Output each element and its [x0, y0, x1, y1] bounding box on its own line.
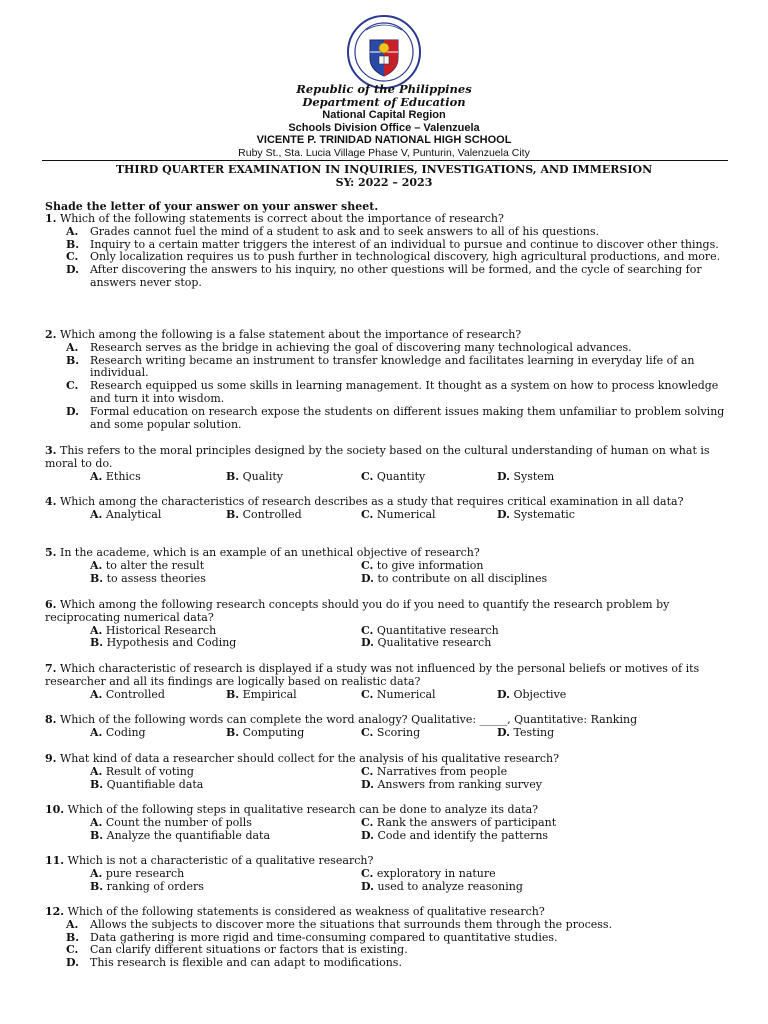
option-a: A. Ethics [90, 469, 141, 483]
option-c: C. to give information [361, 558, 484, 572]
option-d: D. After discovering the answers to his inquiry, no other questions will be formed, and the cycle of searching for answers never stop. [66, 263, 702, 289]
option-a: A. Coding [90, 725, 146, 739]
option-c: C. Research equipped us some skills in learning management. It thought as a system on how to process knowledge and turn it into wisdom. [66, 379, 719, 405]
option-d: D. System [497, 469, 555, 483]
option-c: C. Numerical [361, 687, 436, 701]
question-9: 9. What kind of data a researcher should collect for the analysis of his qualitative research? A. Result of voting C. Narratives from people B. Quantifiable data D. Answers from ranking survey [45, 752, 559, 791]
question-stem: Which of the following statements is correct about the importance of research? [59, 212, 504, 225]
deped-seal-icon [346, 14, 422, 90]
option-b: B. Research writing became an instrument to transfer knowledge and facilitates learning in everyday life of an individual. [66, 353, 695, 380]
option-d: D. used to analyze reasoning [361, 879, 523, 893]
option-a: A. Result of voting [90, 764, 194, 778]
question-8: 8. Which of the following words can complete the word analogy? Qualitative: _____, Quantitative: Ranking A. Coding B. Computing C. Scoring D. Testing [45, 713, 638, 739]
option-d: D. Objective [497, 687, 567, 701]
option-a: A. Controlled [90, 687, 165, 701]
option-d: D. to contribute on all disciplines [361, 571, 548, 585]
option-c: C. Can clarify different situations or factors that is existing. [66, 943, 408, 957]
option-b: B. to assess theories [90, 571, 206, 585]
question-12: 12. Which of the following statements is considered as weakness of qualitative research? A. Allows the subjects to discover more the situations that surrounds them through the process. B. Data gathering is more rigid and time-consuming compared to quantitative studies. C. Can clarify different situations or factors that is existing. D. This research is flexible and can adapt to modifications. [45, 906, 725, 970]
option-d: D. Formal education on research expose the students on different issues making them unfamiliar to problem solving and some popular solution. [66, 404, 725, 431]
question-4: 4. Which among the characteristics of research describes as a study that requires critical examination in all data? A. Analytical B. Controlled C. Numerical D. Systematic [45, 495, 684, 521]
option-a: A. Count the number of polls [90, 815, 252, 829]
option-d: D. Answers from ranking survey [361, 777, 542, 791]
option-c: C. Quantity [361, 469, 426, 483]
question-2: 2. Which among the following is a false statement about the importance of research? A. Research serves as the bridge in achieving the goal of discovering many technological advances. B. Research writing became an instrument to transfer knowledge and facilitates learning in everyday life of an individual. C. Research equipped us some skills in learning management. It thought as a system on how to process knowledge and turn it into wisdom. D. Formal education on research expose the students on different issues making them unfamiliar to problem solving and some popular solution. [45, 328, 725, 431]
option-d: D. Code and identify the patterns [361, 828, 549, 842]
option-b: B. Computing [226, 725, 305, 739]
question-3: 3. This refers to the moral principles designed by the society based on the cultural understanding of human on what is moral to do. A. Ethics B. Quality C. Quantity D. System [45, 444, 710, 483]
option-b: B. Analyze the quantifiable data [90, 828, 271, 842]
question-5: 5. In the academe, which is an example of an unethical objective of research? A. to alter the result C. to give information B. to assess theories D. to contribute on all disciplines [45, 546, 548, 585]
option-d: D. Qualitative research [361, 636, 492, 650]
option-a: A. to alter the result [90, 558, 205, 572]
option-a: A. Historical Research [90, 623, 217, 637]
option-c: C. Scoring [361, 725, 421, 739]
option-a: A. Research serves as the bridge in achieving the goal of discovering many technological advances. [66, 340, 632, 354]
question-stem: Which of the following statements is considered as weakness of qualitative research? [67, 905, 545, 918]
school-address: Ruby St., Sta. Lucia Village Phase V, Punturin, Valenzuela City [238, 147, 530, 159]
option-c: C. exploratory in nature [361, 866, 496, 880]
option-c: C. Quantitative research [361, 623, 499, 637]
option-d: D. Testing [497, 725, 555, 739]
question-stem: Which of the following steps in qualitative research can be done to analyze its data? [67, 803, 539, 816]
option-d: D. Systematic [497, 507, 575, 521]
option-b: B. Empirical [226, 687, 297, 701]
region-line: National Capital Region [322, 109, 446, 121]
option-c: C. Only localization requires us to push further in technological discovery, high agricultural productions, and more. [66, 250, 721, 264]
question-1 [45, 213, 725, 290]
republic-line: Republic of the Philippines [296, 82, 472, 96]
option-a: A. pure research [90, 866, 185, 880]
question-10: 10. Which of the following steps in qualitative research can be done to analyze its data? A. Count the number of polls C. Rank the answers of participant B. Analyze the quantifiable data D. Code and identify the patterns [45, 803, 557, 842]
option-a: A. Analytical [90, 507, 162, 521]
question-stem: Which among the characteristics of research describes as a study that requires critical examination in all data? [59, 495, 684, 508]
question-11: 11. Which is not a characteristic of a qualitative research? A. pure research C. exploratory in nature B. ranking of orders D. used to analyze reasoning [45, 854, 523, 893]
option-b: B. Hypothesis and Coding [90, 636, 237, 650]
question-6: 6. Which among the following research concepts should you do if you need to quantify the research problem by reciprocating numerical data? A. Historical Research C. Quantitative research B. Hypothesis and Coding D. Qualitative research [45, 598, 670, 650]
question-stem: Which characteristic of research is displayed if a study was not influenced by the personal beliefs or motives of its researcher and all its findings are logically based on realistic data? [45, 662, 700, 688]
question-stem: In the academe, which is an example of an unethical objective of research? [59, 546, 480, 559]
option-c: C. Rank the answers of participant [361, 815, 557, 829]
option-c: C. Narratives from people [361, 764, 508, 778]
option-b: B. Inquiry to a certain matter triggers the interest of an individual to pursue and continue to discover other things. [66, 237, 719, 251]
question-number: 1. [45, 212, 57, 225]
school-name: VICENTE P. TRINIDAD NATIONAL HIGH SCHOOL [256, 134, 512, 146]
option-d: D. This research is flexible and can adapt to modifications. [66, 956, 402, 970]
header-divider [42, 160, 728, 161]
option-b: B. Quantifiable data [90, 777, 204, 791]
option-c: C. Numerical [361, 507, 436, 521]
option-b: B. Controlled [226, 507, 302, 521]
question-7: 7. Which characteristic of research is displayed if a study was not influenced by the personal beliefs or motives of its researcher and all its findings are logically based on realistic data? A. Controlled B. Empirical C. Numerical D. Objective [45, 662, 700, 701]
option-b: B. Data gathering is more rigid and time-consuming compared to quantitative studies. [66, 930, 558, 944]
option-a: A. Allows the subjects to discover more the situations that surrounds them through the process. [66, 917, 613, 931]
exam-title: THIRD QUARTER EXAMINATION IN INQUIRIES, INVESTIGATIONS, AND IMMERSION [115, 163, 653, 176]
question-stem: Which of the following words can complete the word analogy? Qualitative: _____, Quantitative: Ranking [59, 713, 638, 726]
question-stem: Which among the following is a false statement about the importance of research? [59, 328, 522, 341]
question-stem: What kind of data a researcher should collect for the analysis of his qualitative research? [59, 752, 559, 765]
school-year: SY: 2022 – 2023 [335, 176, 433, 189]
option-b: B. ranking of orders [90, 879, 204, 893]
instruction-text: Shade the letter of your answer on your answer sheet. [45, 200, 379, 213]
option-b: B. Quality [226, 469, 283, 483]
division-line: Schools Division Office – Valenzuela [288, 122, 480, 134]
question-stem: This refers to the moral principles designed by the society based on the cultural understanding of human on what is moral to do. [45, 444, 710, 470]
option-a: A. Grades cannot fuel the mind of a student to ask and to seek answers to all of his questions. [66, 224, 600, 238]
question-stem: Which is not a characteristic of a qualitative research? [67, 854, 374, 867]
question-stem: Which among the following research concepts should you do if you need to quantify the research problem by reciprocating numerical data? [45, 598, 670, 624]
department-line: Department of Education [302, 95, 466, 109]
